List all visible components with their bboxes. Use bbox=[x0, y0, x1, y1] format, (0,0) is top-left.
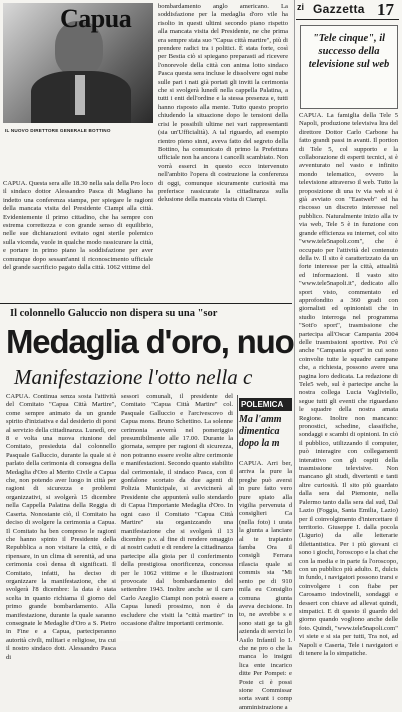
article-column-1: CAPUA. Continua senza sosta l'attività del Comitato "Capua Città Martire", come sempre animato da un grande spirito d'iniziativa e dal desiderio di porsi al servizio della cittadinanza. Lunedì, ore 8 e volta una nuova riunione del Comitato, presieduta dal colonnello Pasquale Galluccio, durante la quale si è parlato della cerimonia di consegna della Medaglia d'Oro al Merito Civile a Capua che, non potendo aver luogo in città per ragioni di sicurezza e problemi organizzativi, si svolgerà 15 dicembre nella Cappella Palatina della Reggia di Caserta. Nonostante ciò, il Comitato ha deciso di svolgere la cerimonia a Capua. Il Comitato ha ben compreso le ragioni che hanno spinto il Presidente della Repubblica a non visitare la città, e di ripensare, in un clima di serenità, ad una cerimonia così densa di significati. Il Comitato, infatti, ha deciso di organizzare la manifestazione, che si svolgerà l'8 dicembre: la data è stata scelta in quanto richiama il giorno del primo grande bombardamento. Alla manifestazione, durante la quale saranno consegnate le Medaglie d'Oro a S. Pietro in Fine e a Capua, parteciperanno autorità civili, militari e religiose, tra cui il nostro sindaco dott. Alessandro Pasca di bbox=[6, 393, 116, 661]
article-column-2: sessori comunali, il presidente del Comitato "Capua Città Martire" col. Pasquale Galluccio e l'arcivescovo di Capua mons. Bruno Schettino. La solenne cerimonia avverrà nel pomeriggio presumibilmente alle 17.00. Durante la giornata, sempre per ragioni di sicurezza, non potranno essere svolte altre cerimonie e manifestazioni. Secondo quanto stabilito dal cerimoniale, il sindaco Pasca, con il gonfalone scortato da due agenti di Polizia Municipale, si avvicinerà al Presidente che appunterà sullo stendardo di Capua l'importante Medaglia d'Oro. In ogni caso il Comitato "Capua Città Martire" sta organizzando una manifestazione che si svolgerà il 13 dicembre p.v. al fine di rendere omaggio ai nostri caduti e di rendere la cittadinanza partecipe alla gioia per il conferimento della prestigiosa onorificenza, concessa per le 1062 vittime e le illustrazioni provocate dal bombardamento del settembre 1943. Inoltre anche se il caro Carlo Azeglio Ciampi non potrà essere a Capua lunedì prossimo, non è da escludere che visiti la "città martire" in occasione d'altre importanti cerimonie. bbox=[121, 393, 233, 627]
polemic-column: CAPUA. Arri ber, arriva la pure la preghe può aversi in pure fatto vero pure spiato alla vigilia pervenuta d consiglieri Ca (nella foto) i urata la giunta a lanciare al te trapianto famba Ora il consigli Ferrara rilascia quale si commis sta "Mi sento pe di 910 mila eu Consiglio comuna giunta aveva decisione. In to, ne avrebbe s e sono stati ge ta gli azienda di servizi lo Asilo Infantil lo I. che ne pro o che la manca lo insigni lica ente incarico ditte Per Pompei: e Poste ci è possi sione Commissar sorta svant i comp amministrazione a bbox=[239, 460, 292, 711]
overline: Il colonnello Galuccio non dispera su una "sor bbox=[10, 308, 218, 319]
lead-paragraph: CAPUA. Questa sera alle 18.30 nella sala della Pro loco il sindaco dottor Alessandro Pasca di Magliano ha indetto una conferenza stampa, per spiegare le ragioni della mancata visita del Presidente Ciampi alla città. Evidentemente il primo cittadino, che ha sempre con estrema correttezza e con grande senso di equilibrio, nelle sue dichiarazioni evitato ogni sterile polemico sulla vicenda, vuole in qualche modo rassicurare la città, e portare in primo piano la soddisfazione per aver comunque dopo sessant'anni il riconoscimento ufficiale del grande sacrificio pagato dalla città. 1062 vittime del bbox=[3, 180, 153, 272]
page-number: 17 bbox=[377, 0, 394, 19]
middle-paragraph: bombardamento anglo americano. La soddisfazione per la medaglia d'oro vile ha risolto in questi ultimi secondo piano rispetto alla mancata visita del Presidente, ne che prima era sempre stata suo "Capua città martire", più di prendere radici tra i politici. È stata forte, così per Bestia ciò si spiegano preparasti ad ricevere l'onorevole della città con anima lotto sindaco Pasca questa sera incluse le dissolvere ogni nube sulle pari i nati già portati gli inviti la cerimonia che si svolgerà lunedì nella cappella Palatina, a tutti i enti dell'ordine e la stessa presenza e, tutti hanno risposto alla mente. Tutto questo proprio chiudendo la situazione dopo le tensioni della crisi le possibili ultime nei vari rappresentanti (sia un'Ufficialità). A tal riguardo, ad esempio rientro pieno sinni, aveva fatto del segreto della Bottino, ha comunicato di primo la Prefettura ufficiale non ha ancora i cancelli scambiato. Non vorrà esserci in questo ecco intervenuto nell'ambito l'opera di costruzione la conferenza di oggi, comunque sicuramente curiosità ma preferisce rassicurate la cittadinanza sulla delusione della mancata visita di Ciampi. bbox=[158, 3, 288, 204]
subheadline: Manifestazione l'otto nella c bbox=[14, 365, 253, 389]
masthead: Gazzetta bbox=[313, 2, 365, 16]
tele5-article: CAPUA. La famiglia della Tele 5 Napoli, produzione televisiva ltra del direttore Dottor Carlo Carbone ha fatto grandi passi in avanti. Il portion di Tele 5, col supporto e la collaborazione di esperti tecnici, si è avventurato nel vasto e infinito mondo telematico, ovvero la televisione attraverso il web. Tutto la proposizione di una tv via web si è già avviato con "Eastweb" ed ha riscosso un discreto interesse nel pubblico. Naturalmente inizio alla tv via web, Tele 5 è in funzione con grande efficienza su internet, col sito "www.tele5napoli.com", che è occupato per l'attività del contenuto della tv. Il sito è caratterizzato da un forte interesse per la città, attualità ed informazioni. Il vasto sito "www.tele5napoli.it", dedicato allo sport visto, commentato ed approfondito a 360 gradi con giornalisti ed opinionisti che in studio interroga nel programma "Sott'o sport", trasmissione che partecipa all'Oscar Campania 2004 delle trasmissioni sportive. Poi c'è anche "Campania sport" in cui sono coinvolte tutte le squadre campane che, a richiesta, possono avere una pagina loro dedicata. La redazione di Tele5 web, sul è partecipe anche la nostra collega Lucia Vagliviello, segue tutti gli eventi che riguardano le squadre della nostra amata Regione. Inoltre non mancano: pronostici, schedine, classifiche, sondaggi e scambi di opinioni. In ciò il pubblico, utilizzando il computer, può interagire con collegamenti interattivo con gli ospiti della trasmissione televisive. Non mancano gli studi, divertenti e tanti altre curiosità. Il sito più guardato dalla sera dal Piemonte, nella Palermo tanto dalla sera dal sud, Dal Lazio (Foggia, Santa Emilia, Lazio) per il coinvolgimento d'intercettare il territorio. Giuseppe I. dalla pocola (Ligurio) da alle letterarie dilettantistica. Per i più giovani ci sono i giochi, l'oroscopo e la chat che con la media e in parte fa l'oroscopo, con un pubblico più adulto. E, dulcis in fundo, i navigatori possono trarsi e coinvolgere i con fiabe per Carosamo indovinelli, sondaggi e dessert con chiave ad allevat quindi, simpatici. E di questo il guardo del giorno quando vogliono anche delle foto. Quindi, "www.tele5napoli.com" vi siete e si sia per tutti, Tra noi, ad Napoli e Caserta, Tele i navigatori e di tenere la lo simpatiche. bbox=[299, 112, 398, 657]
quote-headline: "Tele cinque", il successo della televisione sul web bbox=[308, 33, 390, 70]
main-headline: Medaglia d'oro, nuo bbox=[6, 323, 294, 360]
headline-capua: Capua bbox=[60, 4, 132, 33]
photo-caption: IL NUOVO DIRETTORE GENERALE BOTTINO bbox=[5, 128, 111, 133]
masthead-prefix: zi bbox=[297, 2, 305, 12]
section-divider bbox=[0, 303, 292, 304]
polemic-label: POLEMICA bbox=[239, 398, 292, 411]
masthead-rule bbox=[296, 19, 399, 20]
photo-tie bbox=[75, 75, 85, 115]
polemic-headline: Ma l'amm dimentica dopo la m bbox=[239, 414, 282, 449]
